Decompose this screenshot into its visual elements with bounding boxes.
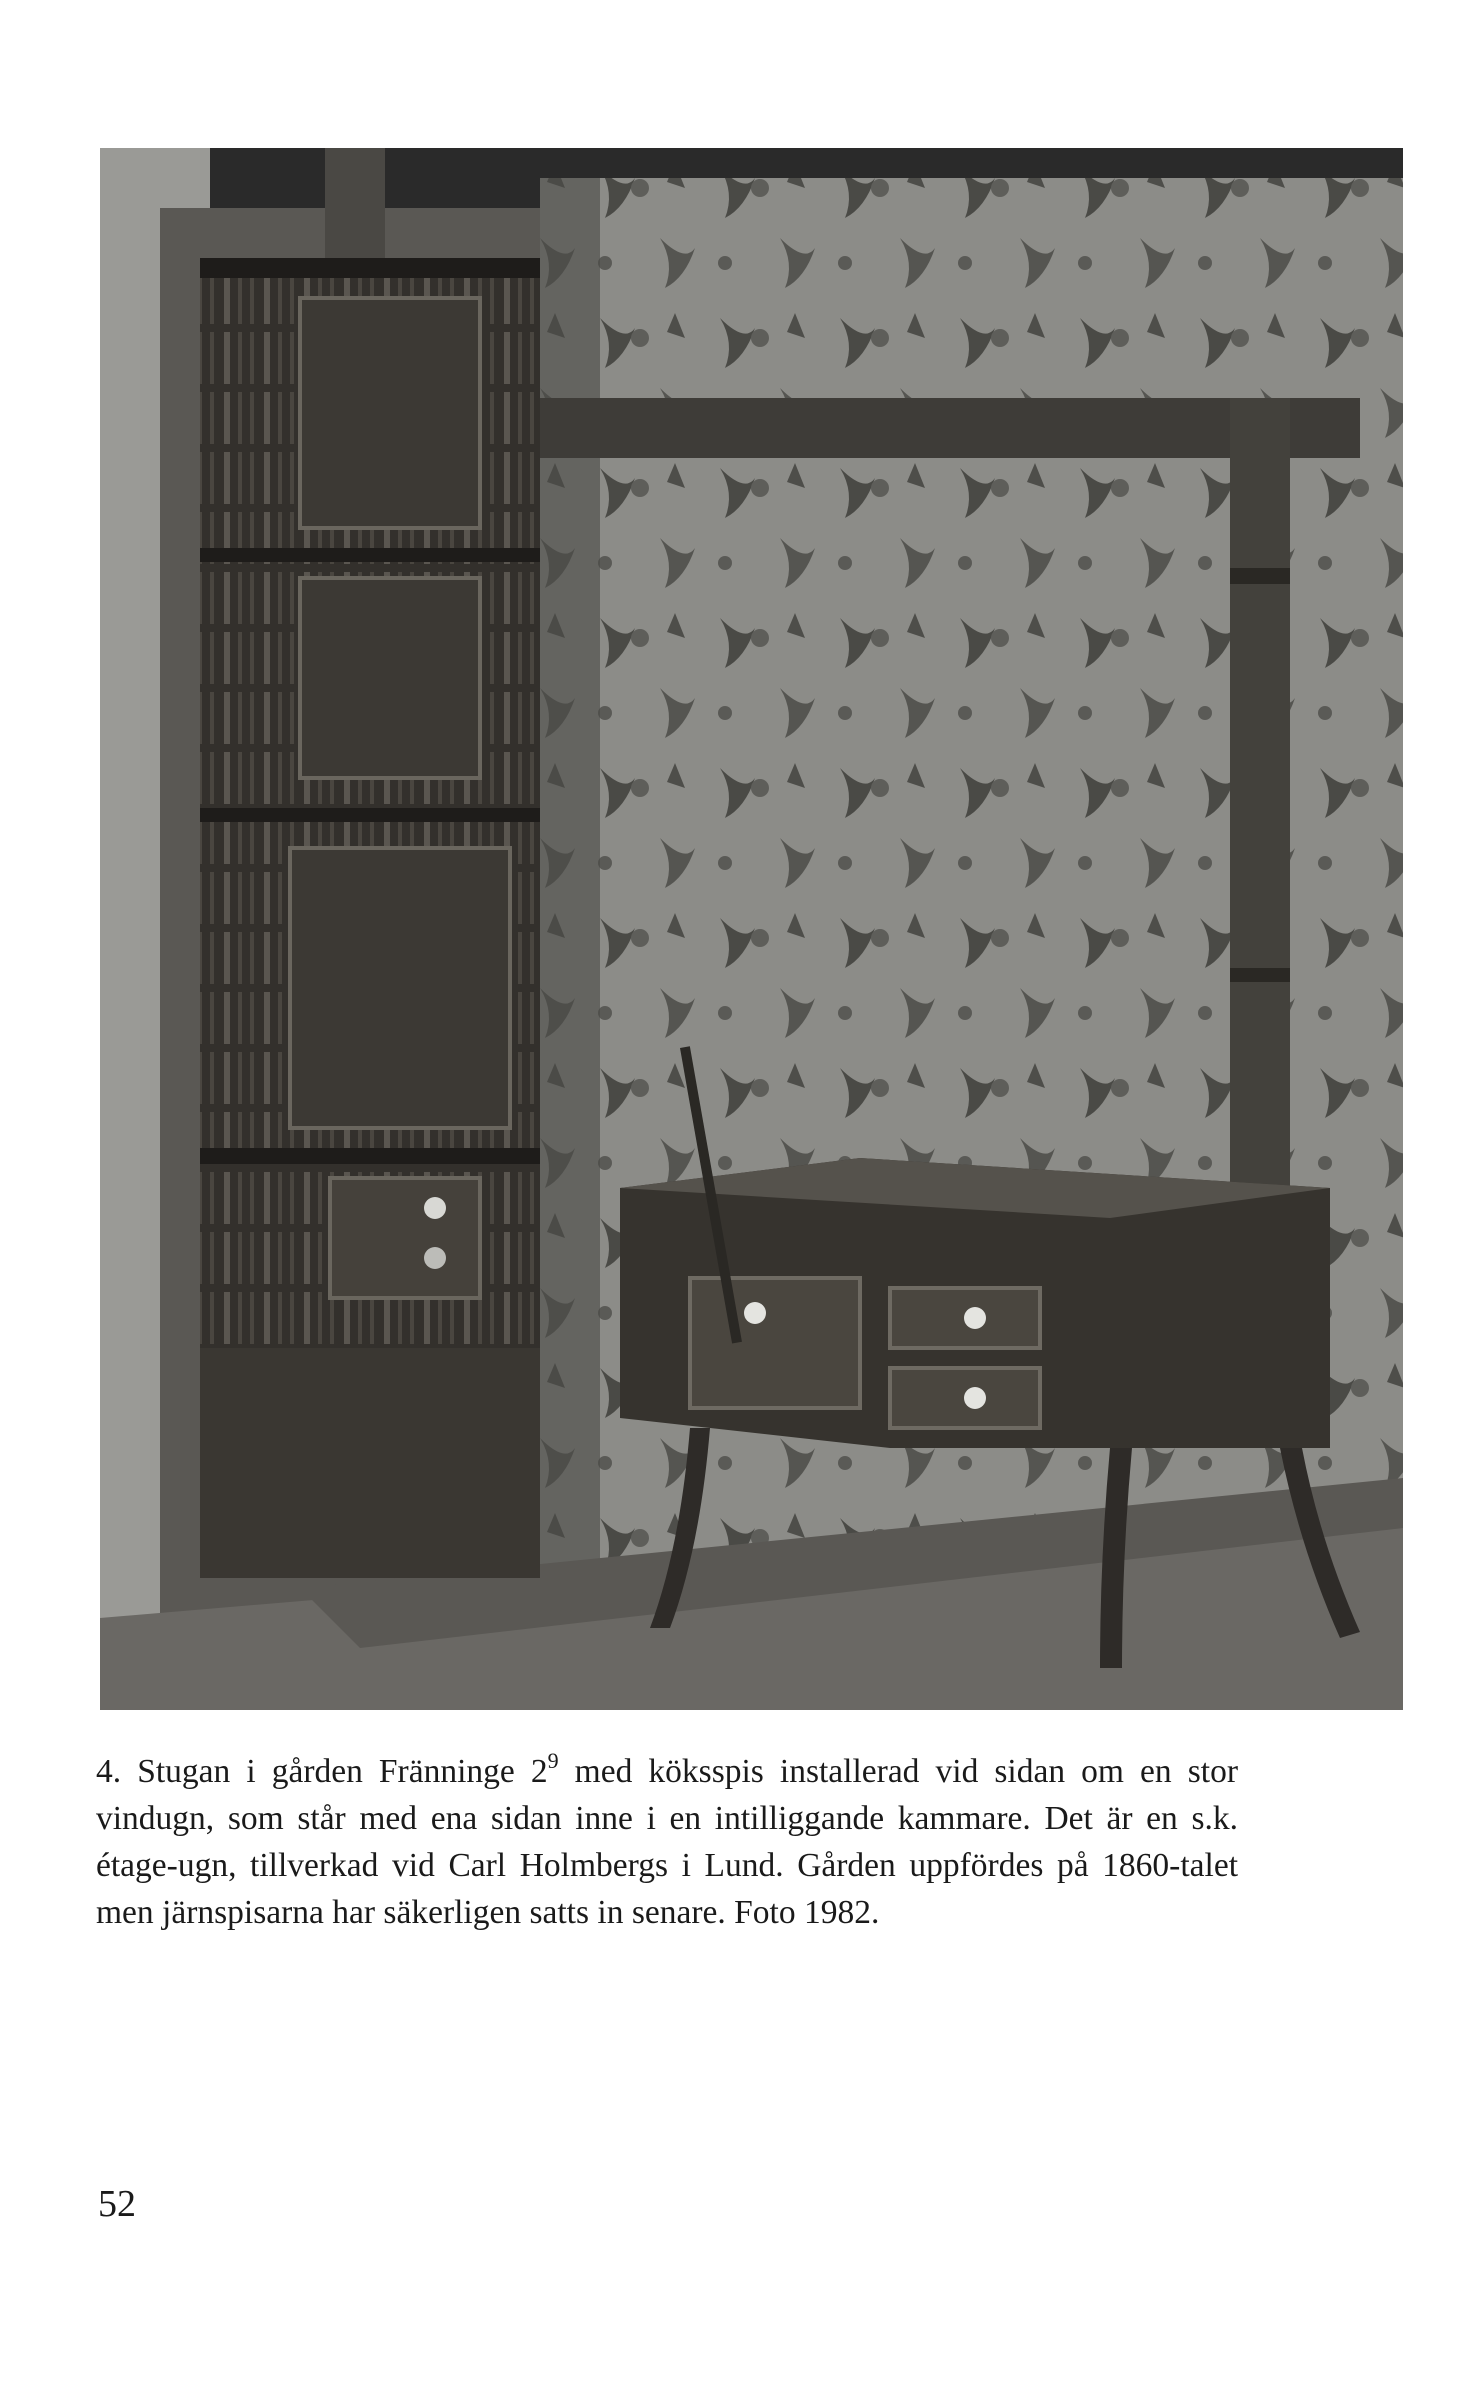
- photograph-kitchen-stoves: [100, 148, 1403, 1710]
- photo-illustration: [100, 148, 1403, 1710]
- caption-number: 4.: [96, 1753, 122, 1790]
- caption-superscript: 9: [547, 1747, 559, 1773]
- page-number: 52: [98, 2183, 136, 2225]
- caption-text-start: Stugan i gården Fränninge 2: [137, 1753, 548, 1790]
- figure-caption: [96, 1748, 1238, 1936]
- caption-text-end: med köksspis installerad vid sidan om en stor vindugn, som står med ena sidan inne i en intilliggande kammare. Det är en s.k. étage-ugn, tillverkad vid Carl Holmbergs i Lund. Gården uppfördes på 1860-talet men järnspisarna har säkerligen satts in senare. Foto 1982.: [96, 1753, 1239, 1931]
